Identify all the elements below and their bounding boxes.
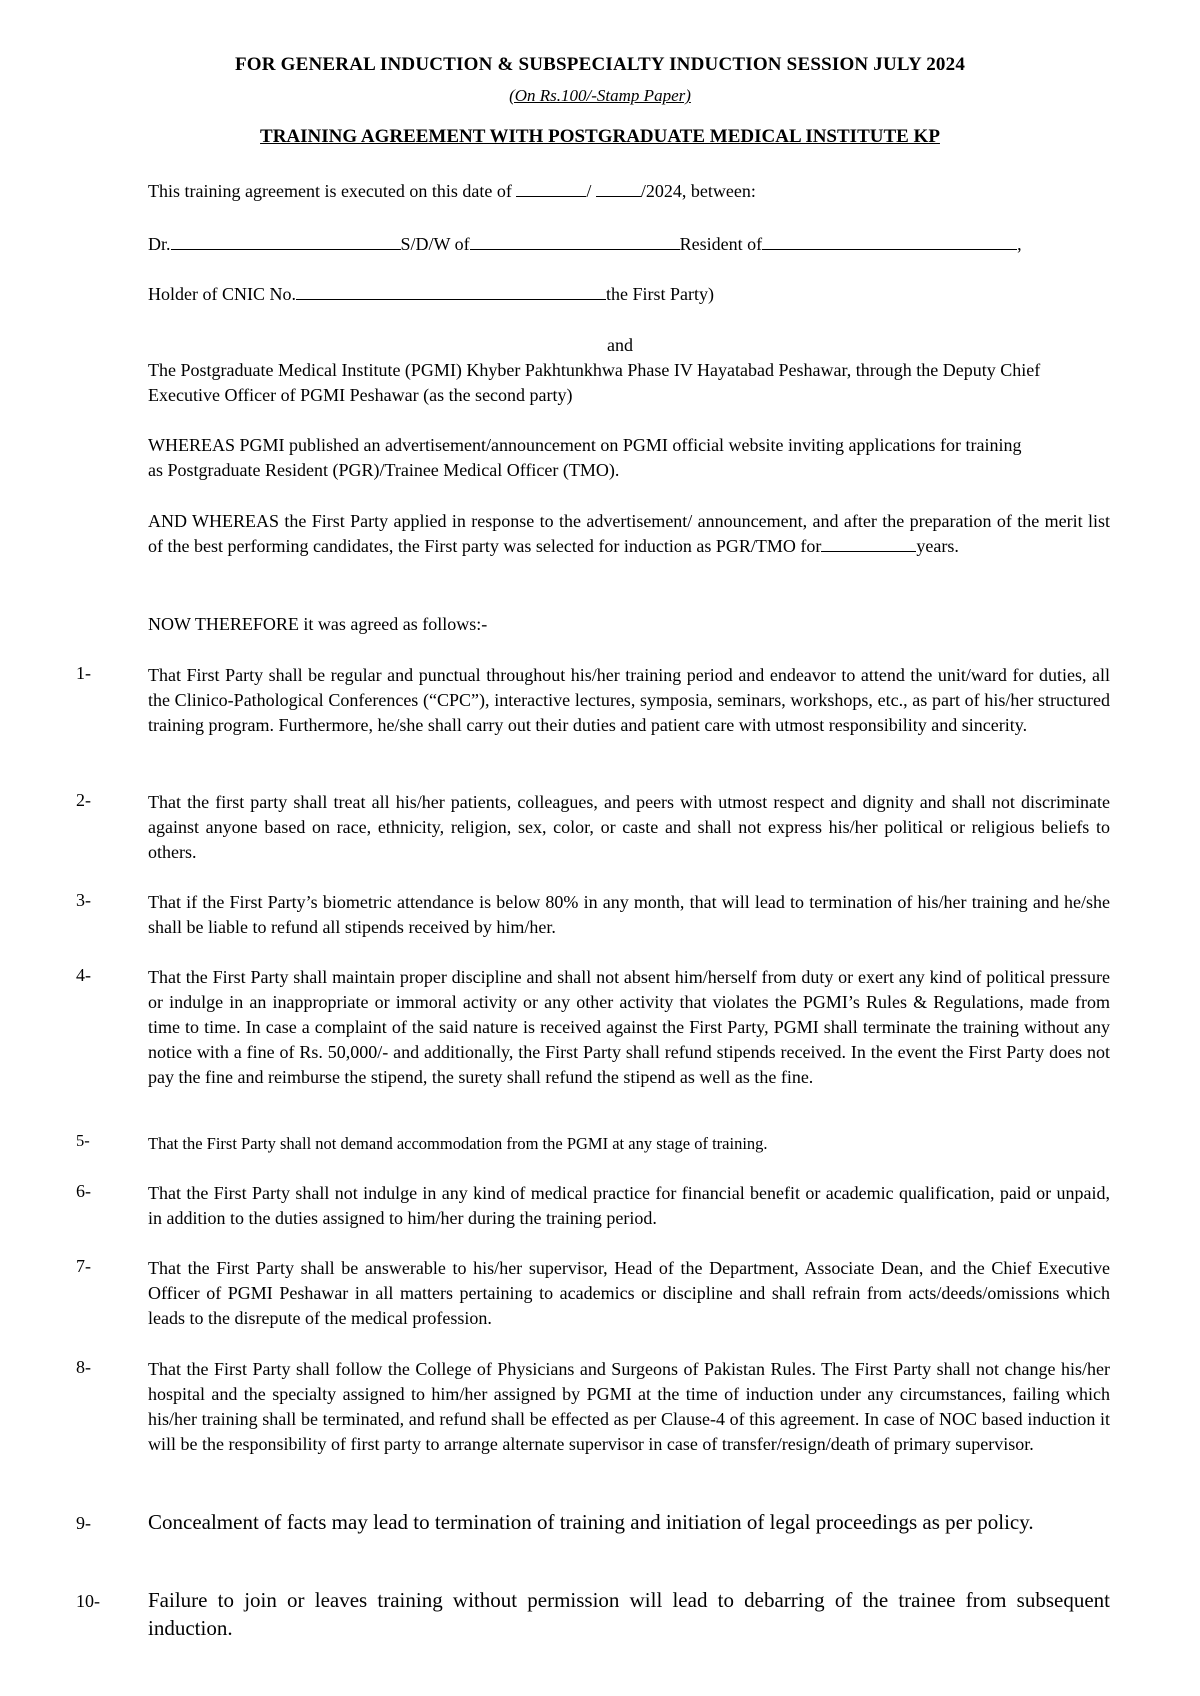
comma: ,: [1017, 234, 1022, 254]
clause-number: 2-: [76, 790, 91, 810]
date-prefix: This training agreement is executed on this date of: [148, 181, 512, 201]
sdw-label: S/D/W of: [400, 234, 470, 254]
clause-number: 5-: [76, 1131, 90, 1150]
and-whereas-text: AND WHEREAS the First Party applied in response to the advertisement/ announcement, and after the preparation of the merit list of the best performing candidates, the First party was selected for induction as PGR/TMO for: [148, 511, 1110, 556]
residence-blank[interactable]: [762, 233, 1017, 250]
clause-text: That First Party shall be regular and punctual throughout his/her training period and endeavor to attend the unit/ward for duties, all the Clinico-Pathological Conferences (“CPC”), interactive lectures, symposia, seminars, workshops, etc., as part of his/her structured training program. Furthermore, he/she shall carry out their duties and patient care with utmost responsibility and sincerity.: [148, 665, 1110, 735]
clause-text: Failure to join or leaves training without permission will lead to debarring of the trainee from subsequent induction.: [148, 1588, 1110, 1640]
second-party-paragraph: The Postgraduate Medical Institute (PGMI) Khyber Pakhtunkhwa Phase IV Hayatabad Peshawar, through the Deputy Chief Executive Officer of PGMI Peshawar (as the second party): [148, 360, 1041, 405]
clause-number: 10-: [76, 1591, 100, 1611]
clause-text: That the First Party shall not demand accommodation from the PGMI at any stage of training.: [148, 1134, 768, 1153]
first-party-label: the First Party): [605, 284, 714, 304]
clause-text: That the First Party shall not indulge in any kind of medical practice for financial benefit or academic qualification, paid or unpaid, in addition to the duties assigned to him/her during the training period.: [148, 1183, 1110, 1228]
clause-number: 9-: [76, 1513, 91, 1533]
cnic-line: [148, 283, 714, 305]
resident-label: Resident of: [679, 234, 763, 254]
clause-text: That the First Party shall maintain proper discipline and shall not absent him/herself from duty or exert any kind of political pressure or indulge in an inappropriate or immoral activity or any other activity that violates the PGMI’s Rules & Regulations, made from time to time. In case a complaint of the said nature is received against the First Party, PGMI shall terminate the training without any notice with a fine of Rs. 50,000/- and additionally, the First Party shall refund stipends received. In the event the First Party does not pay the fine and reimburse the stipend, the surety shall refund the stipend as well as the fine.: [148, 967, 1110, 1087]
clause-number: 3-: [76, 890, 91, 910]
whereas-paragraph: WHEREAS PGMI published an advertisement/announcement on PGMI official website inviting applications for training as Postgraduate Resident (PGR)/Trainee Medical Officer (TMO).: [148, 435, 1022, 480]
cnic-label: Holder of CNIC No.: [148, 284, 296, 304]
clause-text: That the first party shall treat all his/her patients, colleagues, and peers with utmost respect and dignity and shall not discriminate against anyone based on race, ethnicity, religion, sex, color, or caste and shall not express his/her political or religious beliefs to others.: [148, 792, 1110, 862]
date-separator: /: [586, 181, 592, 201]
clause-number: 7-: [76, 1256, 91, 1276]
and-connector: and: [607, 335, 633, 355]
document-header-title: FOR GENERAL INDUCTION & SUBSPECIALTY INDUCTION SESSION JULY 2024: [234, 54, 966, 75]
date-day-blank[interactable]: [516, 180, 586, 197]
now-therefore: NOW THEREFORE it was agreed as follows:-: [148, 614, 488, 634]
clause-text: That if the First Party’s biometric attendance is below 80% in any month, that will lead to termination of his/her training and he/she shall be liable to refund all stipends received by him/her.: [148, 892, 1110, 937]
parent-name-blank[interactable]: [470, 233, 680, 250]
clause-text: Concealment of facts may lead to termination of training and initiation of legal proceedings as per policy.: [148, 1510, 1034, 1534]
dr-label: Dr.: [148, 234, 171, 254]
date-month-blank[interactable]: [596, 180, 641, 197]
clause-number: 6-: [76, 1181, 91, 1201]
date-suffix: /2024, between:: [640, 181, 756, 201]
years-blank[interactable]: [821, 535, 916, 552]
name-blank[interactable]: [171, 233, 401, 250]
date-line: [148, 180, 756, 202]
clause-number: 8-: [76, 1357, 91, 1377]
cnic-blank[interactable]: [296, 283, 606, 300]
years-label: years.: [916, 536, 959, 556]
party-details-line: [148, 233, 1022, 255]
and-whereas-paragraph: [148, 509, 1110, 559]
agreement-title: TRAINING AGREEMENT WITH POSTGRADUATE MEDICAL INSTITUTE KP: [260, 126, 940, 147]
clause-number: 1-: [76, 663, 91, 683]
clause-number: 4-: [76, 965, 91, 985]
clause-text: That the First Party shall follow the College of Physicians and Surgeons of Pakistan Rules. The First Party shall not change his/her hospital and the specialty assigned to him/her assigned by PGMI at the time of induction under any circumstances, failing which his/her training shall be terminated, and refund shall be effected as per Clause-4 of this agreement. In case of NOC based induction it will be the responsibility of first party to arrange alternate supervisor in case of transfer/resign/death of primary supervisor.: [148, 1359, 1110, 1454]
stamp-paper-note: (On Rs.100/-Stamp Paper): [509, 86, 691, 105]
clause-text: That the First Party shall be answerable to his/her supervisor, Head of the Department, Associate Dean, and the Chief Executive Officer of PGMI Peshawar in all matters pertaining to academics or discipline and shall refrain from acts/deeds/omissions which leads to the disrepute of the medical profession.: [148, 1258, 1110, 1328]
